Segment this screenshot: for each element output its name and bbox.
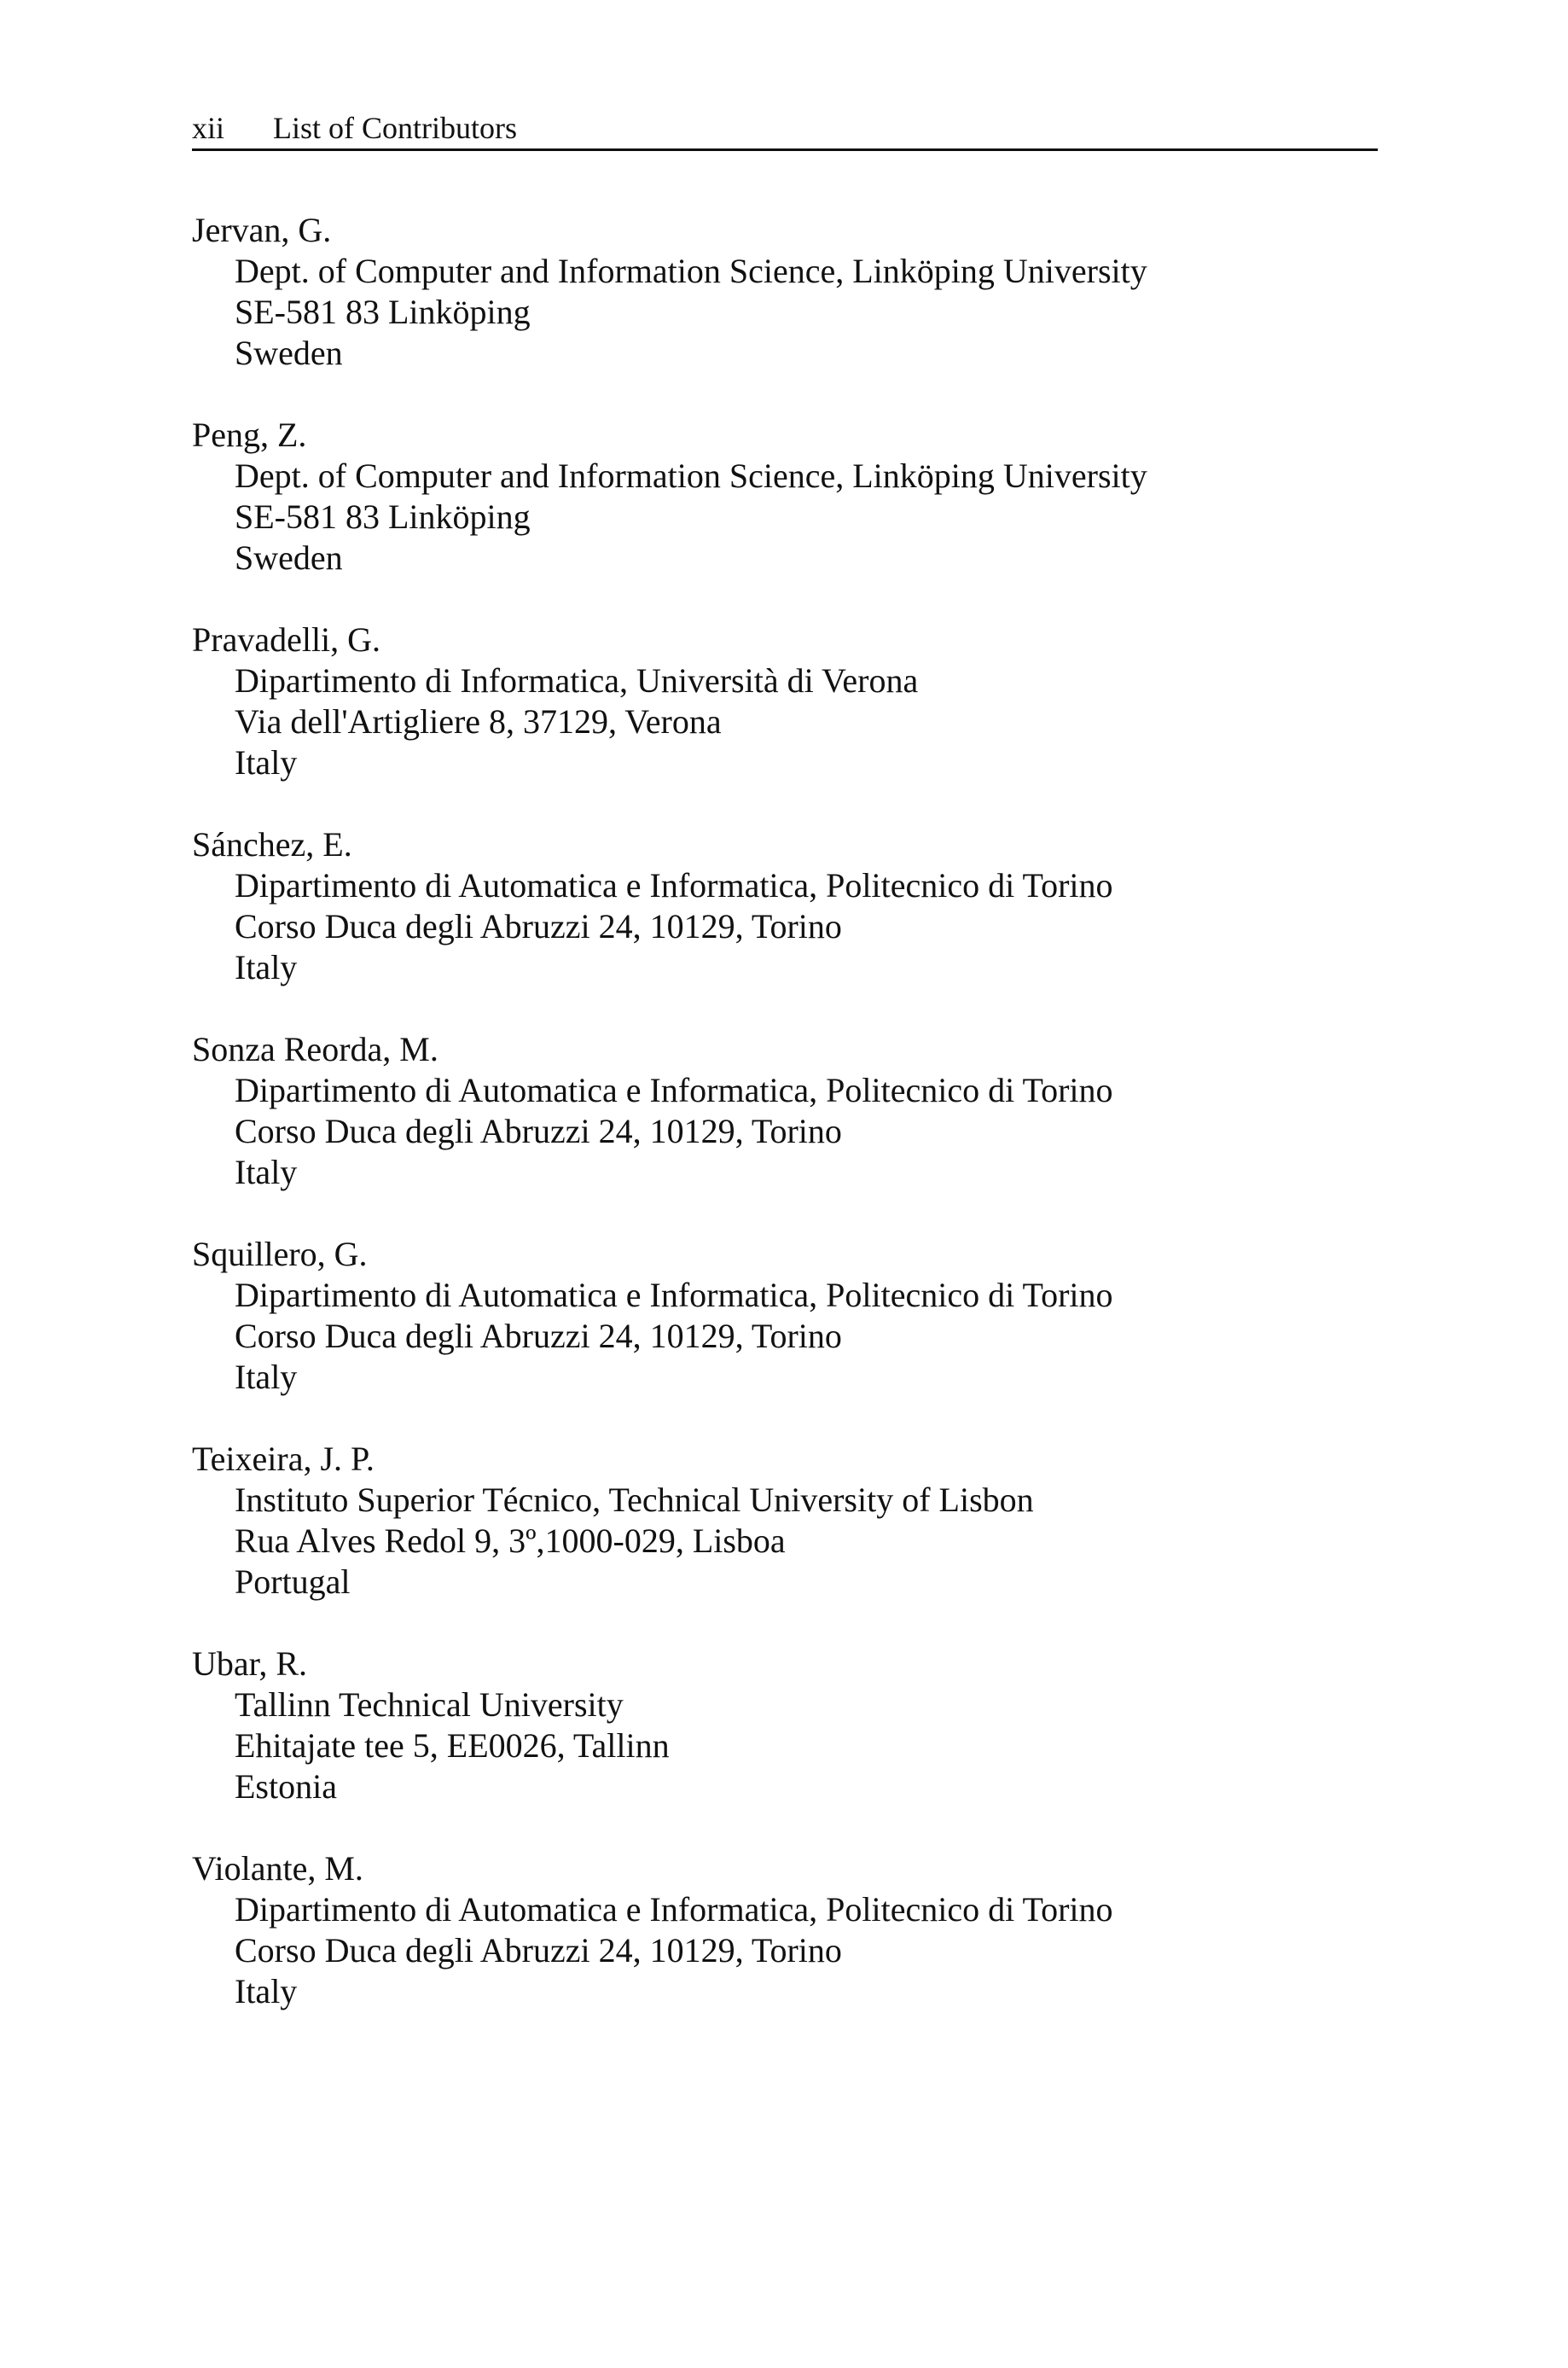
contributor-address: Corso Duca degli Abruzzi 24, 10129, Torino xyxy=(235,1931,842,1969)
contributor-entry xyxy=(192,1234,1378,1398)
contributor-entry xyxy=(192,210,1378,374)
contributor-name: Ubar, R. xyxy=(192,1644,308,1683)
contributor-address: Via dell'Artigliere 8, 37129, Verona xyxy=(235,702,722,741)
contributor-country: Italy xyxy=(235,1153,298,1191)
contributor-affiliation: Dipartimento di Automatica e Informatica, Politecnico di Torino xyxy=(235,1890,1113,1929)
contributor-name: Violante, M. xyxy=(192,1849,363,1888)
contributor-entry xyxy=(192,1029,1378,1193)
contributor-country: Italy xyxy=(235,1358,298,1396)
contributor-country: Portugal xyxy=(235,1562,351,1601)
contributor-address: Corso Duca degli Abruzzi 24, 10129, Torino xyxy=(235,1317,842,1355)
contributor-affiliation: Tallinn Technical University xyxy=(235,1685,624,1724)
contributor-country: Italy xyxy=(235,743,298,782)
contributor-affiliation: Dept. of Computer and Information Science, Linköping University xyxy=(235,457,1147,495)
contributor-entry xyxy=(192,1644,1378,1807)
contributor-address: Corso Duca degli Abruzzi 24, 10129, Torino xyxy=(235,1112,842,1150)
contributor-address: SE-581 83 Linköping xyxy=(235,497,531,536)
contributor-entry xyxy=(192,1439,1378,1603)
contributor-entry xyxy=(192,620,1378,783)
contributor-entry xyxy=(192,1848,1378,2012)
contributor-affiliation: Dipartimento di Automatica e Informatica, Politecnico di Torino xyxy=(235,866,1113,905)
page-number: xii xyxy=(192,111,225,145)
contributor-affiliation: Instituto Superior Técnico, Technical University of Lisbon xyxy=(235,1481,1034,1519)
contributor-name: Jervan, G. xyxy=(192,211,332,249)
contributor-address: Corso Duca degli Abruzzi 24, 10129, Torino xyxy=(235,907,842,945)
contributor-name: Sánchez, E. xyxy=(192,825,352,864)
section-title: List of Contributors xyxy=(273,111,517,145)
contributor-country: Sweden xyxy=(235,538,343,577)
contributor-affiliation: Dipartimento di Automatica e Informatica, Politecnico di Torino xyxy=(235,1071,1113,1109)
contributor-name: Sonza Reorda, M. xyxy=(192,1030,438,1068)
running-header xyxy=(192,109,1378,150)
contributor-name: Teixeira, J. P. xyxy=(192,1440,375,1478)
contributor-affiliation: Dipartimento di Automatica e Informatica, Politecnico di Torino xyxy=(235,1276,1113,1314)
contributor-country: Italy xyxy=(235,948,298,986)
contributor-name: Squillero, G. xyxy=(192,1235,368,1273)
contributor-name: Peng, Z. xyxy=(192,416,307,454)
contributor-affiliation: Dept. of Computer and Information Science, Linköping University xyxy=(235,252,1147,290)
contributor-country: Italy xyxy=(235,1972,298,2010)
contributor-country: Sweden xyxy=(235,334,343,372)
contributor-entry xyxy=(192,824,1378,988)
header-rule xyxy=(192,148,1378,151)
contributor-country: Estonia xyxy=(235,1767,337,1806)
contributor-list xyxy=(192,210,1378,2053)
contributor-affiliation: Dipartimento di Informatica, Università di Verona xyxy=(235,661,919,700)
contributor-entry xyxy=(192,415,1378,579)
contributor-address: Ehitajate tee 5, EE0026, Tallinn xyxy=(235,1726,670,1765)
contributor-address: Rua Alves Redol 9, 3º,1000-029, Lisboa xyxy=(235,1521,786,1560)
contributor-name: Pravadelli, G. xyxy=(192,620,381,659)
contributor-address: SE-581 83 Linköping xyxy=(235,293,531,331)
